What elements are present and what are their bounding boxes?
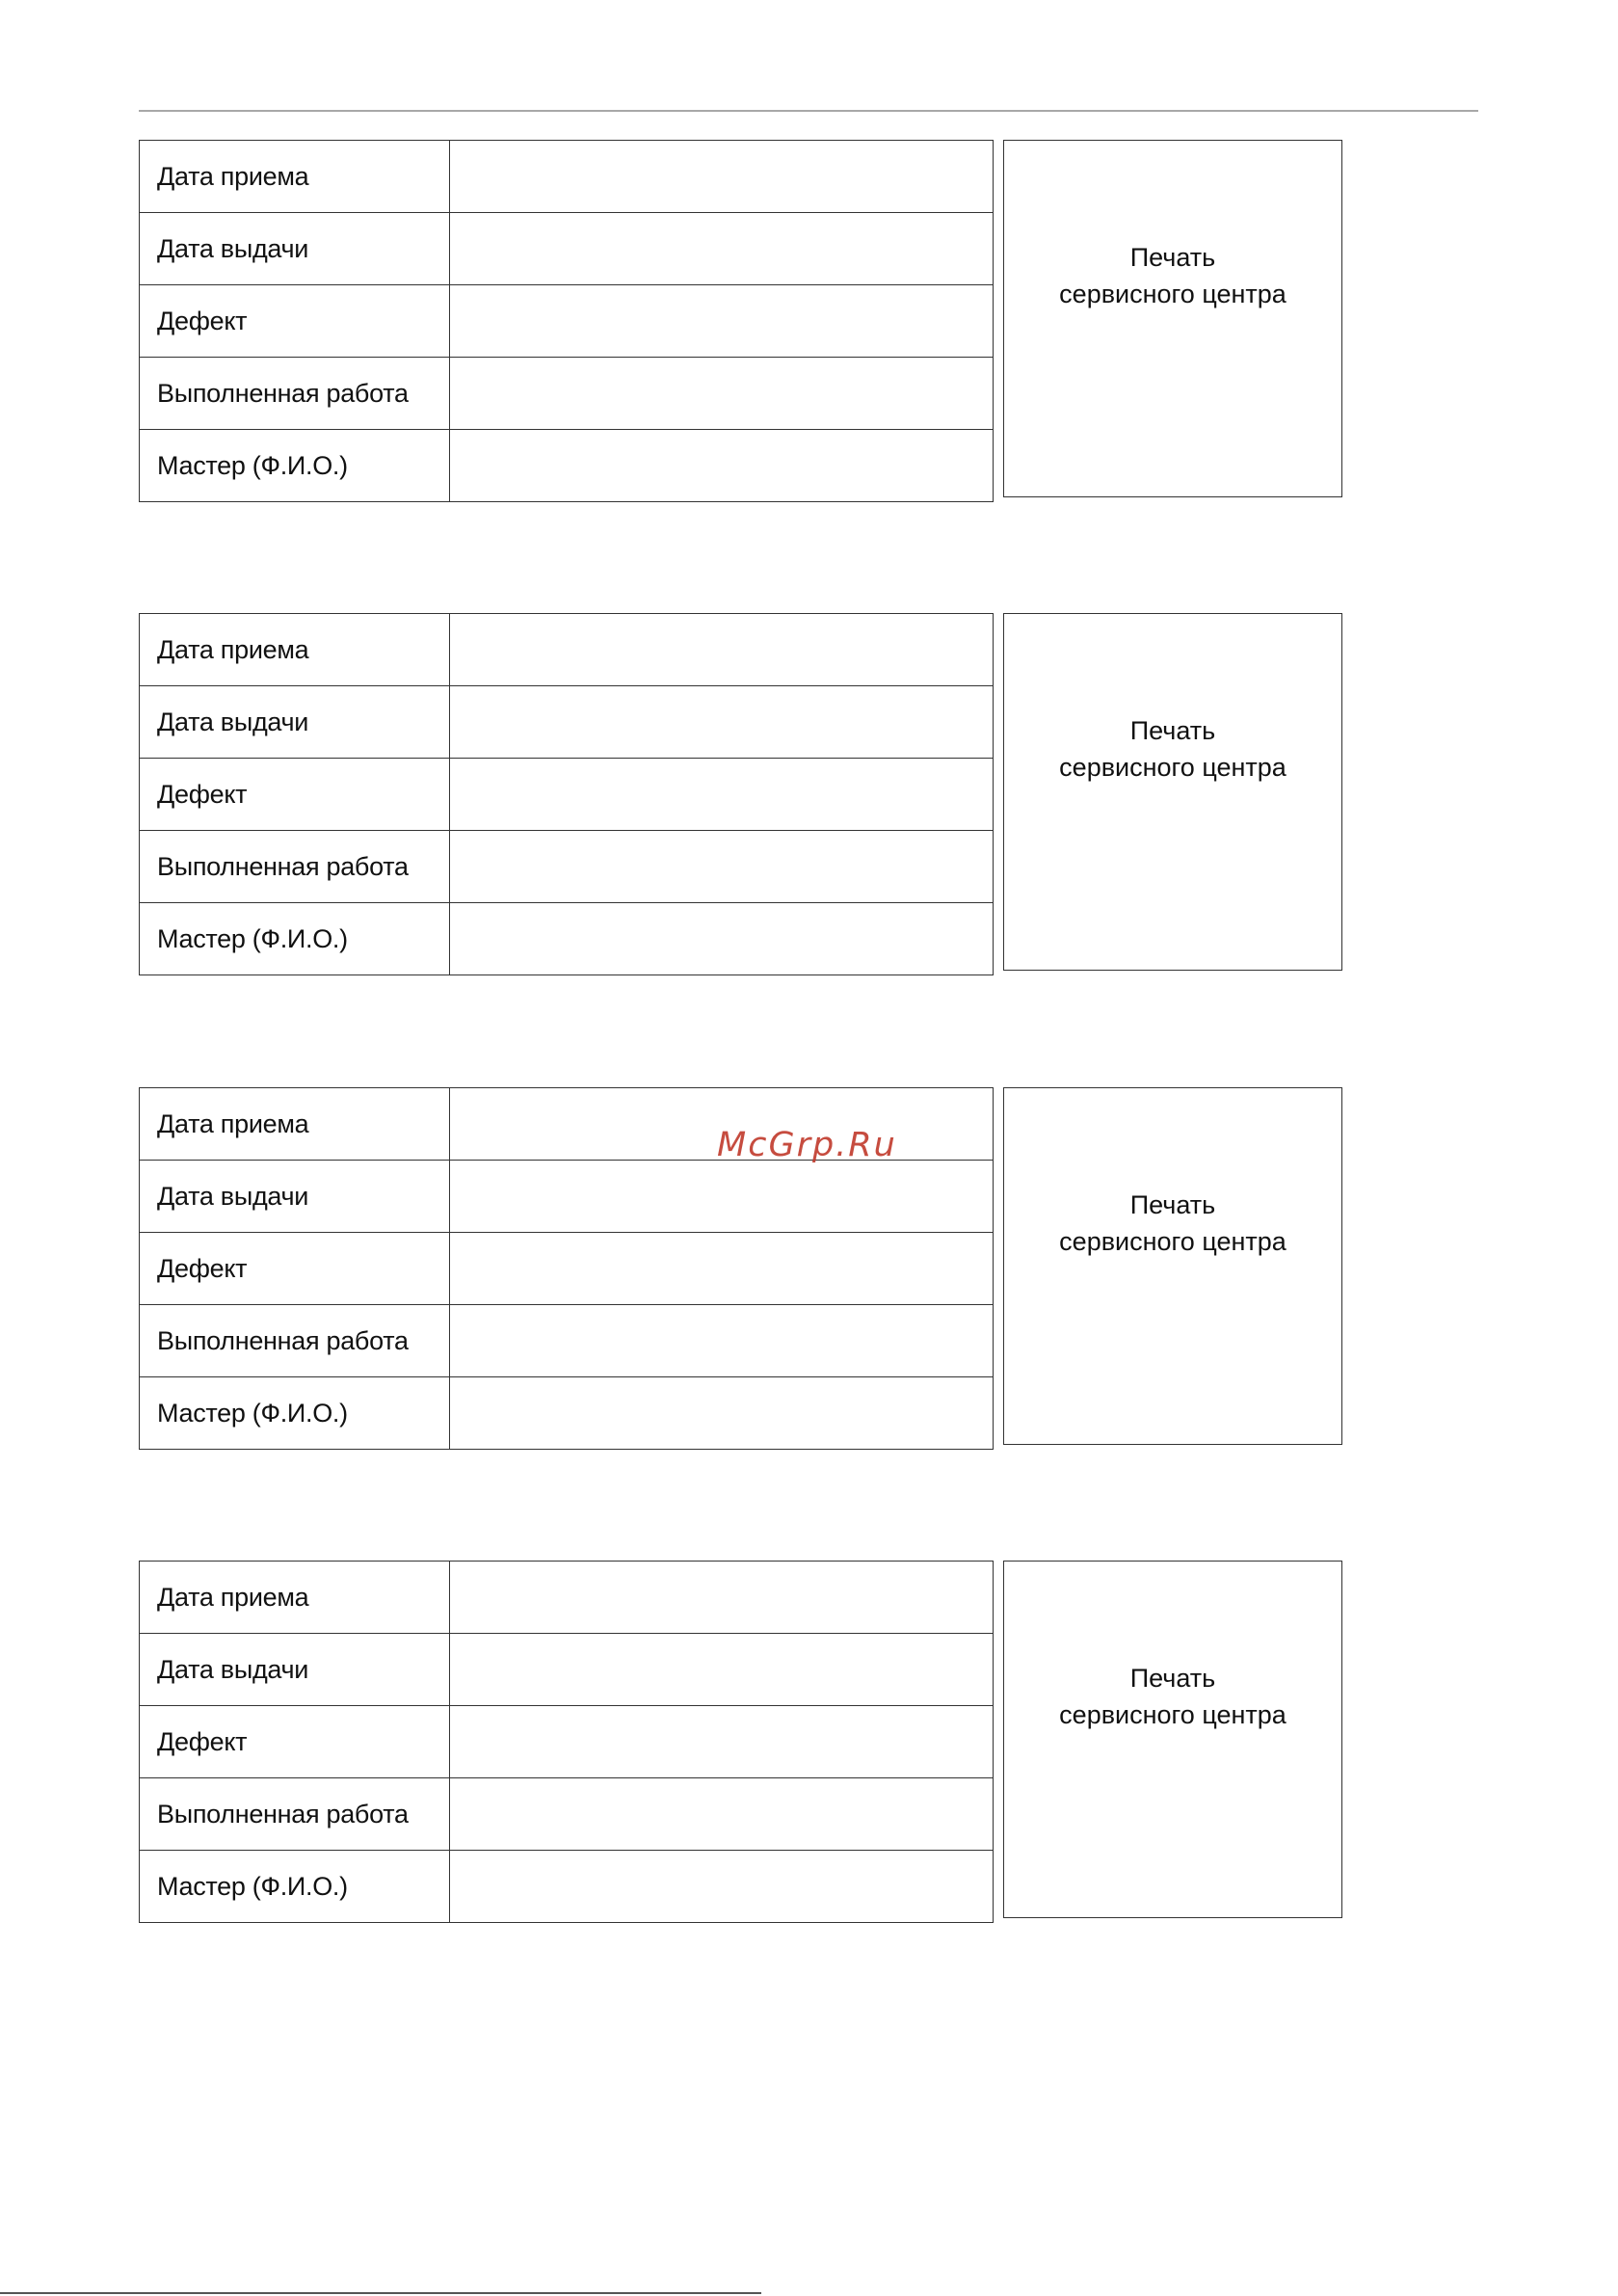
- table-row: [140, 1377, 994, 1450]
- service-table: [139, 1561, 994, 1923]
- table-row: [140, 1706, 994, 1778]
- field-label-issue-date: Дата выдачи: [140, 1161, 450, 1233]
- stamp-caption: [1004, 712, 1341, 786]
- service-record-1: [139, 140, 1343, 499]
- field-label-technician: Мастер (Ф.И.О.): [140, 1377, 450, 1450]
- field-label-work-done: Выполненная работа: [140, 1778, 450, 1851]
- field-label-defect: Дефект: [140, 285, 450, 358]
- field-value-receipt-date[interactable]: [450, 614, 994, 686]
- field-value-issue-date[interactable]: [450, 686, 994, 759]
- top-divider: [139, 110, 1478, 112]
- table-row: [140, 1562, 994, 1634]
- field-value-work-done[interactable]: [450, 831, 994, 903]
- stamp-caption-line2: сервисного центра: [1059, 1700, 1286, 1729]
- field-label-technician: Мастер (Ф.И.О.): [140, 903, 450, 975]
- table-row: [140, 686, 994, 759]
- table-row: [140, 759, 994, 831]
- service-center-stamp-box: [1003, 1087, 1342, 1445]
- field-label-technician: Мастер (Ф.И.О.): [140, 1851, 450, 1923]
- field-value-technician[interactable]: [450, 1377, 994, 1450]
- field-label-issue-date: Дата выдачи: [140, 686, 450, 759]
- field-label-receipt-date: Дата приема: [140, 614, 450, 686]
- stamp-caption-line2: сервисного центра: [1059, 753, 1286, 782]
- field-value-issue-date[interactable]: [450, 1634, 994, 1706]
- table-row: [140, 831, 994, 903]
- table-row: [140, 141, 994, 213]
- service-center-stamp-box: [1003, 1561, 1342, 1918]
- table-row: [140, 285, 994, 358]
- service-table: [139, 613, 994, 975]
- field-value-technician[interactable]: [450, 903, 994, 975]
- field-value-defect[interactable]: [450, 759, 994, 831]
- service-record-2: [139, 613, 1343, 973]
- table-row: [140, 1233, 994, 1305]
- table-row: [140, 1851, 994, 1923]
- field-label-receipt-date: Дата приема: [140, 1088, 450, 1161]
- table-row: [140, 903, 994, 975]
- field-label-issue-date: Дата выдачи: [140, 1634, 450, 1706]
- field-value-technician[interactable]: [450, 1851, 994, 1923]
- service-record-4: [139, 1561, 1343, 1920]
- field-value-defect[interactable]: [450, 1706, 994, 1778]
- service-table: [139, 140, 994, 502]
- field-value-technician[interactable]: [450, 430, 994, 502]
- field-value-issue-date[interactable]: [450, 1161, 994, 1233]
- table-row: [140, 1161, 994, 1233]
- table-row: [140, 1634, 994, 1706]
- stamp-caption-line1: Печать: [1129, 1664, 1216, 1693]
- field-value-receipt-date[interactable]: [450, 141, 994, 213]
- stamp-caption-line1: Печать: [1129, 243, 1216, 272]
- stamp-caption: [1004, 239, 1341, 312]
- field-label-work-done: Выполненная работа: [140, 358, 450, 430]
- table-row: [140, 358, 994, 430]
- field-label-receipt-date: Дата приема: [140, 141, 450, 213]
- field-label-work-done: Выполненная работа: [140, 831, 450, 903]
- stamp-caption-line2: сервисного центра: [1059, 280, 1286, 308]
- field-value-work-done[interactable]: [450, 358, 994, 430]
- field-value-receipt-date[interactable]: [450, 1562, 994, 1634]
- bottom-divider: [0, 2292, 761, 2294]
- table-row: [140, 1778, 994, 1851]
- stamp-caption-line1: Печать: [1129, 1190, 1216, 1219]
- field-label-receipt-date: Дата приема: [140, 1562, 450, 1634]
- field-label-issue-date: Дата выдачи: [140, 213, 450, 285]
- field-label-defect: Дефект: [140, 1233, 450, 1305]
- field-value-work-done[interactable]: [450, 1778, 994, 1851]
- watermark-logo: McGrp.Ru: [717, 1126, 897, 1164]
- table-row: [140, 614, 994, 686]
- field-label-work-done: Выполненная работа: [140, 1305, 450, 1377]
- stamp-caption: [1004, 1660, 1341, 1733]
- field-value-defect[interactable]: [450, 285, 994, 358]
- field-value-defect[interactable]: [450, 1233, 994, 1305]
- table-row: [140, 430, 994, 502]
- field-label-defect: Дефект: [140, 759, 450, 831]
- table-row: [140, 1305, 994, 1377]
- field-label-defect: Дефект: [140, 1706, 450, 1778]
- field-value-work-done[interactable]: [450, 1305, 994, 1377]
- service-center-stamp-box: [1003, 140, 1342, 497]
- stamp-caption-line1: Печать: [1129, 716, 1216, 745]
- field-label-technician: Мастер (Ф.И.О.): [140, 430, 450, 502]
- stamp-caption: [1004, 1187, 1341, 1260]
- table-row: [140, 213, 994, 285]
- field-value-issue-date[interactable]: [450, 213, 994, 285]
- service-center-stamp-box: [1003, 613, 1342, 971]
- stamp-caption-line2: сервисного центра: [1059, 1227, 1286, 1256]
